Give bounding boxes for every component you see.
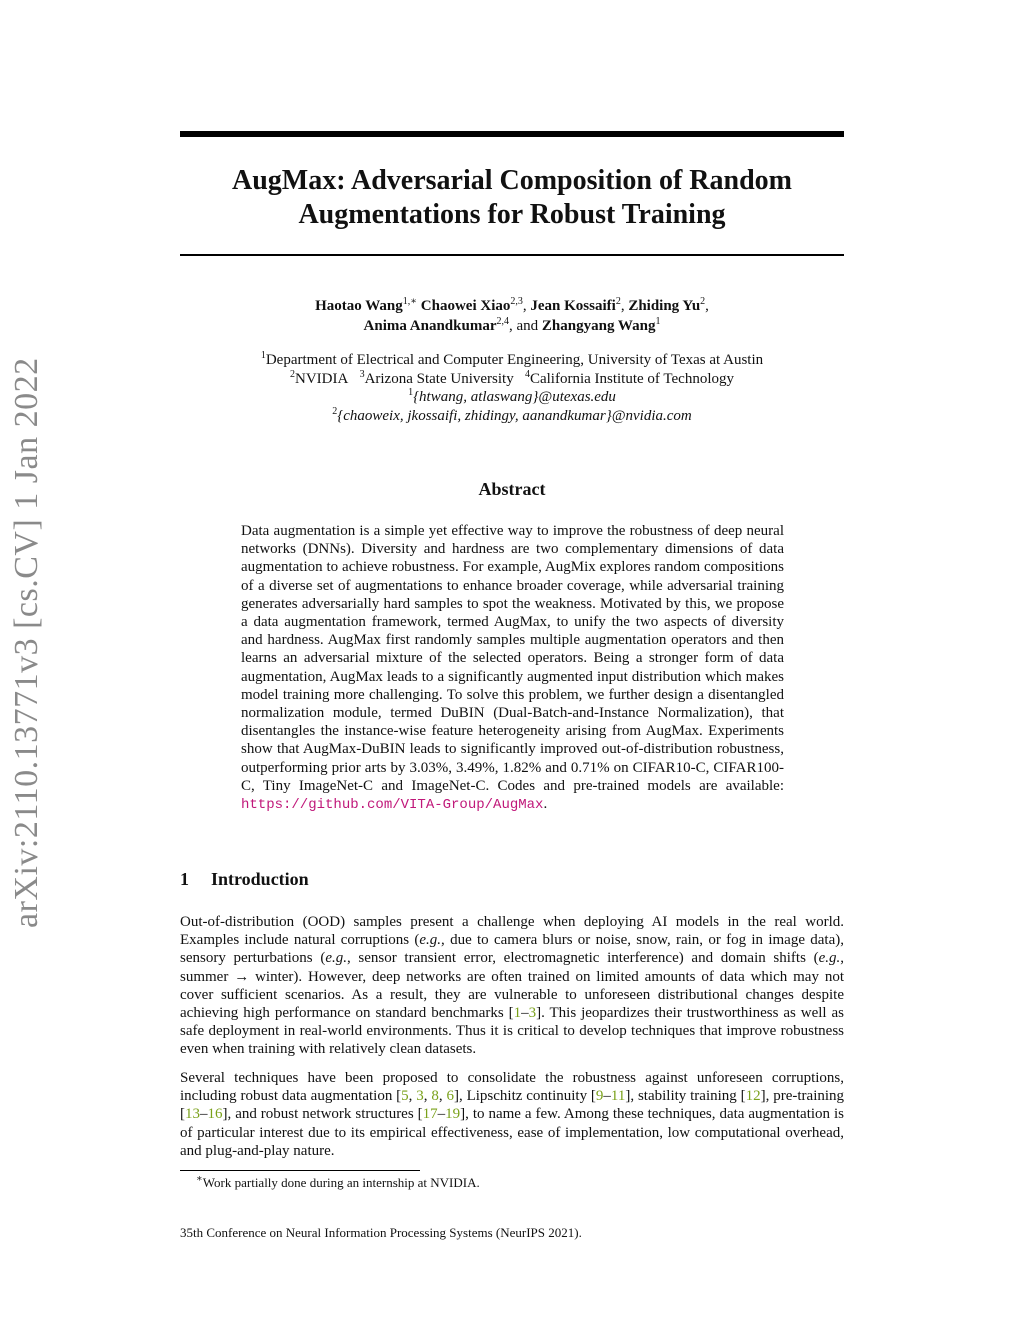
author-name: Zhiding Yu — [628, 298, 701, 314]
author-name: Jean Kossaifi — [530, 298, 616, 314]
affiliations — [180, 351, 844, 425]
title-line-1: AugMax: Adversarial Composition of Random — [231, 165, 792, 196]
citation-link[interactable]: 11 — [610, 1088, 626, 1105]
text-run: ], and robust network structures [ — [222, 1106, 423, 1123]
citation-link[interactable]: 8 — [431, 1088, 439, 1105]
footnote-rule — [180, 1170, 420, 1171]
citation-link[interactable]: 17 — [422, 1106, 438, 1123]
text-run: ], pre-training [ — [180, 1088, 845, 1123]
email-line — [180, 407, 844, 426]
paper-title — [180, 164, 844, 232]
text-run: Several techniques have been proposed to consolidate the robustness against unforeseen corruptions, including robust data augmentation [ — [180, 1070, 844, 1105]
author-affil-mark: 1 — [655, 316, 661, 327]
text-run: Out-of-distribution (OOD) samples present a challenge when deploying AI models in the real world. Examples include natural corruptions ( — [180, 914, 844, 949]
email-nvidia[interactable]: {chaoweix, jkossaifi, zhidingy, aanandkumar}@nvidia.com — [337, 407, 692, 424]
citation-link[interactable]: 3 — [528, 1005, 537, 1022]
affiliation-caltech: California Institute of Technology — [529, 370, 734, 387]
affiliation-asu: Arizona State University — [364, 370, 514, 387]
citation-link[interactable]: 9 — [595, 1088, 604, 1105]
author-affil-mark: 1,∗ — [402, 296, 418, 307]
text-run: , — [408, 1088, 417, 1105]
footnote-text: Work partially done during an internship at NVIDIA. — [202, 1175, 480, 1190]
text-run: e.g. — [818, 950, 841, 967]
affil-mark: 4 — [524, 368, 530, 380]
text-run: , — [423, 1088, 432, 1105]
section-heading-introduction — [180, 869, 309, 890]
author-list — [180, 296, 844, 336]
citation-link[interactable]: 3 — [416, 1088, 424, 1105]
venue-footer: 35th Conference on Neural Information Processing Systems (NeurIPS 2021). — [180, 1225, 582, 1240]
author-name: Zhangyang Wang — [541, 318, 656, 334]
intro-paragraph-1 — [180, 913, 844, 1059]
text-run: e.g. — [419, 932, 442, 949]
author-line-2: Anima Anandkumar$^{2,4}$, and Zhangyang Wang$^1$ — [363, 316, 661, 334]
title-bottom-rule — [180, 254, 844, 256]
affiliation-ut-austin: Department of Electrical and Computer Engineering, University of Texas at Austin — [265, 352, 764, 368]
text-run: – — [603, 1088, 611, 1105]
text-run: , summer → winter). However, deep networks are often trained on limited amounts of data which may not cover sufficient scenarios. As a result, they are vulnerable to unforeseen distributional changes despite achieving high performance on standard benchmarks [ — [180, 950, 844, 1022]
arxiv-stamp: arXiv:2110.13771v3 [cs.CV] 1 Jan 2022 — [8, 357, 45, 928]
author-name: Haotao Wang — [315, 298, 403, 314]
affil-mark: 2 — [332, 405, 338, 417]
citation-link[interactable]: 12 — [745, 1088, 761, 1105]
author-conjunction: and — [516, 318, 539, 334]
section-title: Introduction — [211, 869, 309, 889]
text-run: ]. This jeopardizes their trustworthiness as well as safe deployment in real-world environments. Thus it is critical to develop techniques that improve robustness even when training with relatively clean datasets. — [180, 1005, 845, 1058]
text-run: , sensor transient error, electromagnetic interference) and domain shifts ( — [346, 950, 819, 967]
citation-link[interactable]: 19 — [445, 1106, 461, 1123]
intro-paragraph-2 — [180, 1069, 844, 1160]
citation-link[interactable]: 5 — [401, 1088, 409, 1105]
title-line-2: Augmentations for Robust Training — [298, 199, 726, 230]
author-affil-mark: 2,3 — [510, 296, 523, 307]
abstract-end: . — [543, 796, 548, 813]
text-run: , — [438, 1088, 447, 1105]
text-run: – — [521, 1005, 529, 1022]
email-utexas[interactable]: {htwang, atlaswang}@utexas.edu — [413, 389, 616, 405]
text-run: ], to name a few. Among these techniques, data augmentation is of particular interest due to its empirical effectiveness, ease of implementation, low computational overhead, and plug-and-play nature. — [180, 1106, 844, 1159]
abstract-body — [241, 522, 784, 814]
text-run: ], stability training [ — [625, 1088, 746, 1105]
text-run: ], Lipschitz continuity [ — [454, 1088, 596, 1105]
affil-mark: 2 — [289, 368, 295, 380]
citation-link[interactable]: 13 — [185, 1106, 200, 1123]
author-affil-mark: 2 — [615, 296, 621, 307]
citation-link[interactable]: 1 — [513, 1005, 522, 1022]
footnote-mark: ∗ — [196, 1173, 203, 1185]
affiliation-line — [180, 370, 844, 389]
text-run: e.g. — [325, 950, 347, 967]
section-number: 1 — [180, 869, 189, 889]
affil-mark: 1 — [408, 387, 414, 398]
affil-mark: 1 — [260, 350, 266, 361]
email-line — [180, 388, 844, 407]
author-line-1: Haotao Wang$^{1,∗}$ Chaowei Xiao$^{2,3}$, Jean Kossaifi$^2$, Zhiding Yu$^2$, — [315, 296, 709, 314]
citation-link[interactable]: 6 — [446, 1088, 454, 1105]
text-run: – — [437, 1106, 446, 1123]
author-name: Chaowei Xiao — [420, 298, 511, 314]
text-run: , due to camera blurs or noise, snow, rain, or fog in image data), sensory perturbations ( — [180, 932, 844, 967]
affiliation-nvidia: NVIDIA — [294, 370, 349, 387]
abstract-heading: Abstract — [478, 479, 546, 499]
author-affil-mark: 2,4 — [496, 316, 509, 327]
author-name: Anima Anandkumar — [363, 318, 497, 334]
abstract-text: Data augmentation is a simple yet effective way to improve the robustness of deep neural networks (DNNs). Diversity and hardness are two complementary dimensions of data augmentation to achieve robustness. For example, AugMix explores random compositions of a diverse set of augmentations to enhance broader coverage, while adversarial training generates adversarially hard samples to spot the weakness. Motivated by this, we propose a data augmentation framework, termed AugMax, to unify the two aspects of diversity and hardness. AugMax first randomly samples multiple augmentation operators and then learns an adversarial mixture of the selected operators. Being a stronger form of data augmentation, AugMax leads to a significantly augmented input distribution which makes model training more challenging. To solve this problem, we further design a disentangled normalization module, termed DuBIN (Dual-Batch-and-Instance Normalization), that disentangles the instance-wise feature heterogeneity arising from AugMax. Experiments show that AugMax-DuBIN leads to significantly improved out-of-distribution robustness, outperforming prior arts by 3.03%, 3.49%, 1.82% and 0.71% on CIFAR10-C, CIFAR100-C, Tiny ImageNet-C and ImageNet-C. Codes and pre-trained models are available: — [241, 523, 784, 794]
text-run: – — [200, 1106, 208, 1123]
footnote — [196, 1175, 480, 1191]
citation-link[interactable]: 16 — [207, 1106, 223, 1123]
title-top-rule — [180, 131, 844, 137]
code-link[interactable]: https://github.com/VITA-Group/AugMax — [241, 797, 544, 814]
affiliation-line — [180, 351, 844, 370]
author-affil-mark: 2 — [700, 296, 706, 307]
affil-mark: 3 — [359, 368, 365, 380]
